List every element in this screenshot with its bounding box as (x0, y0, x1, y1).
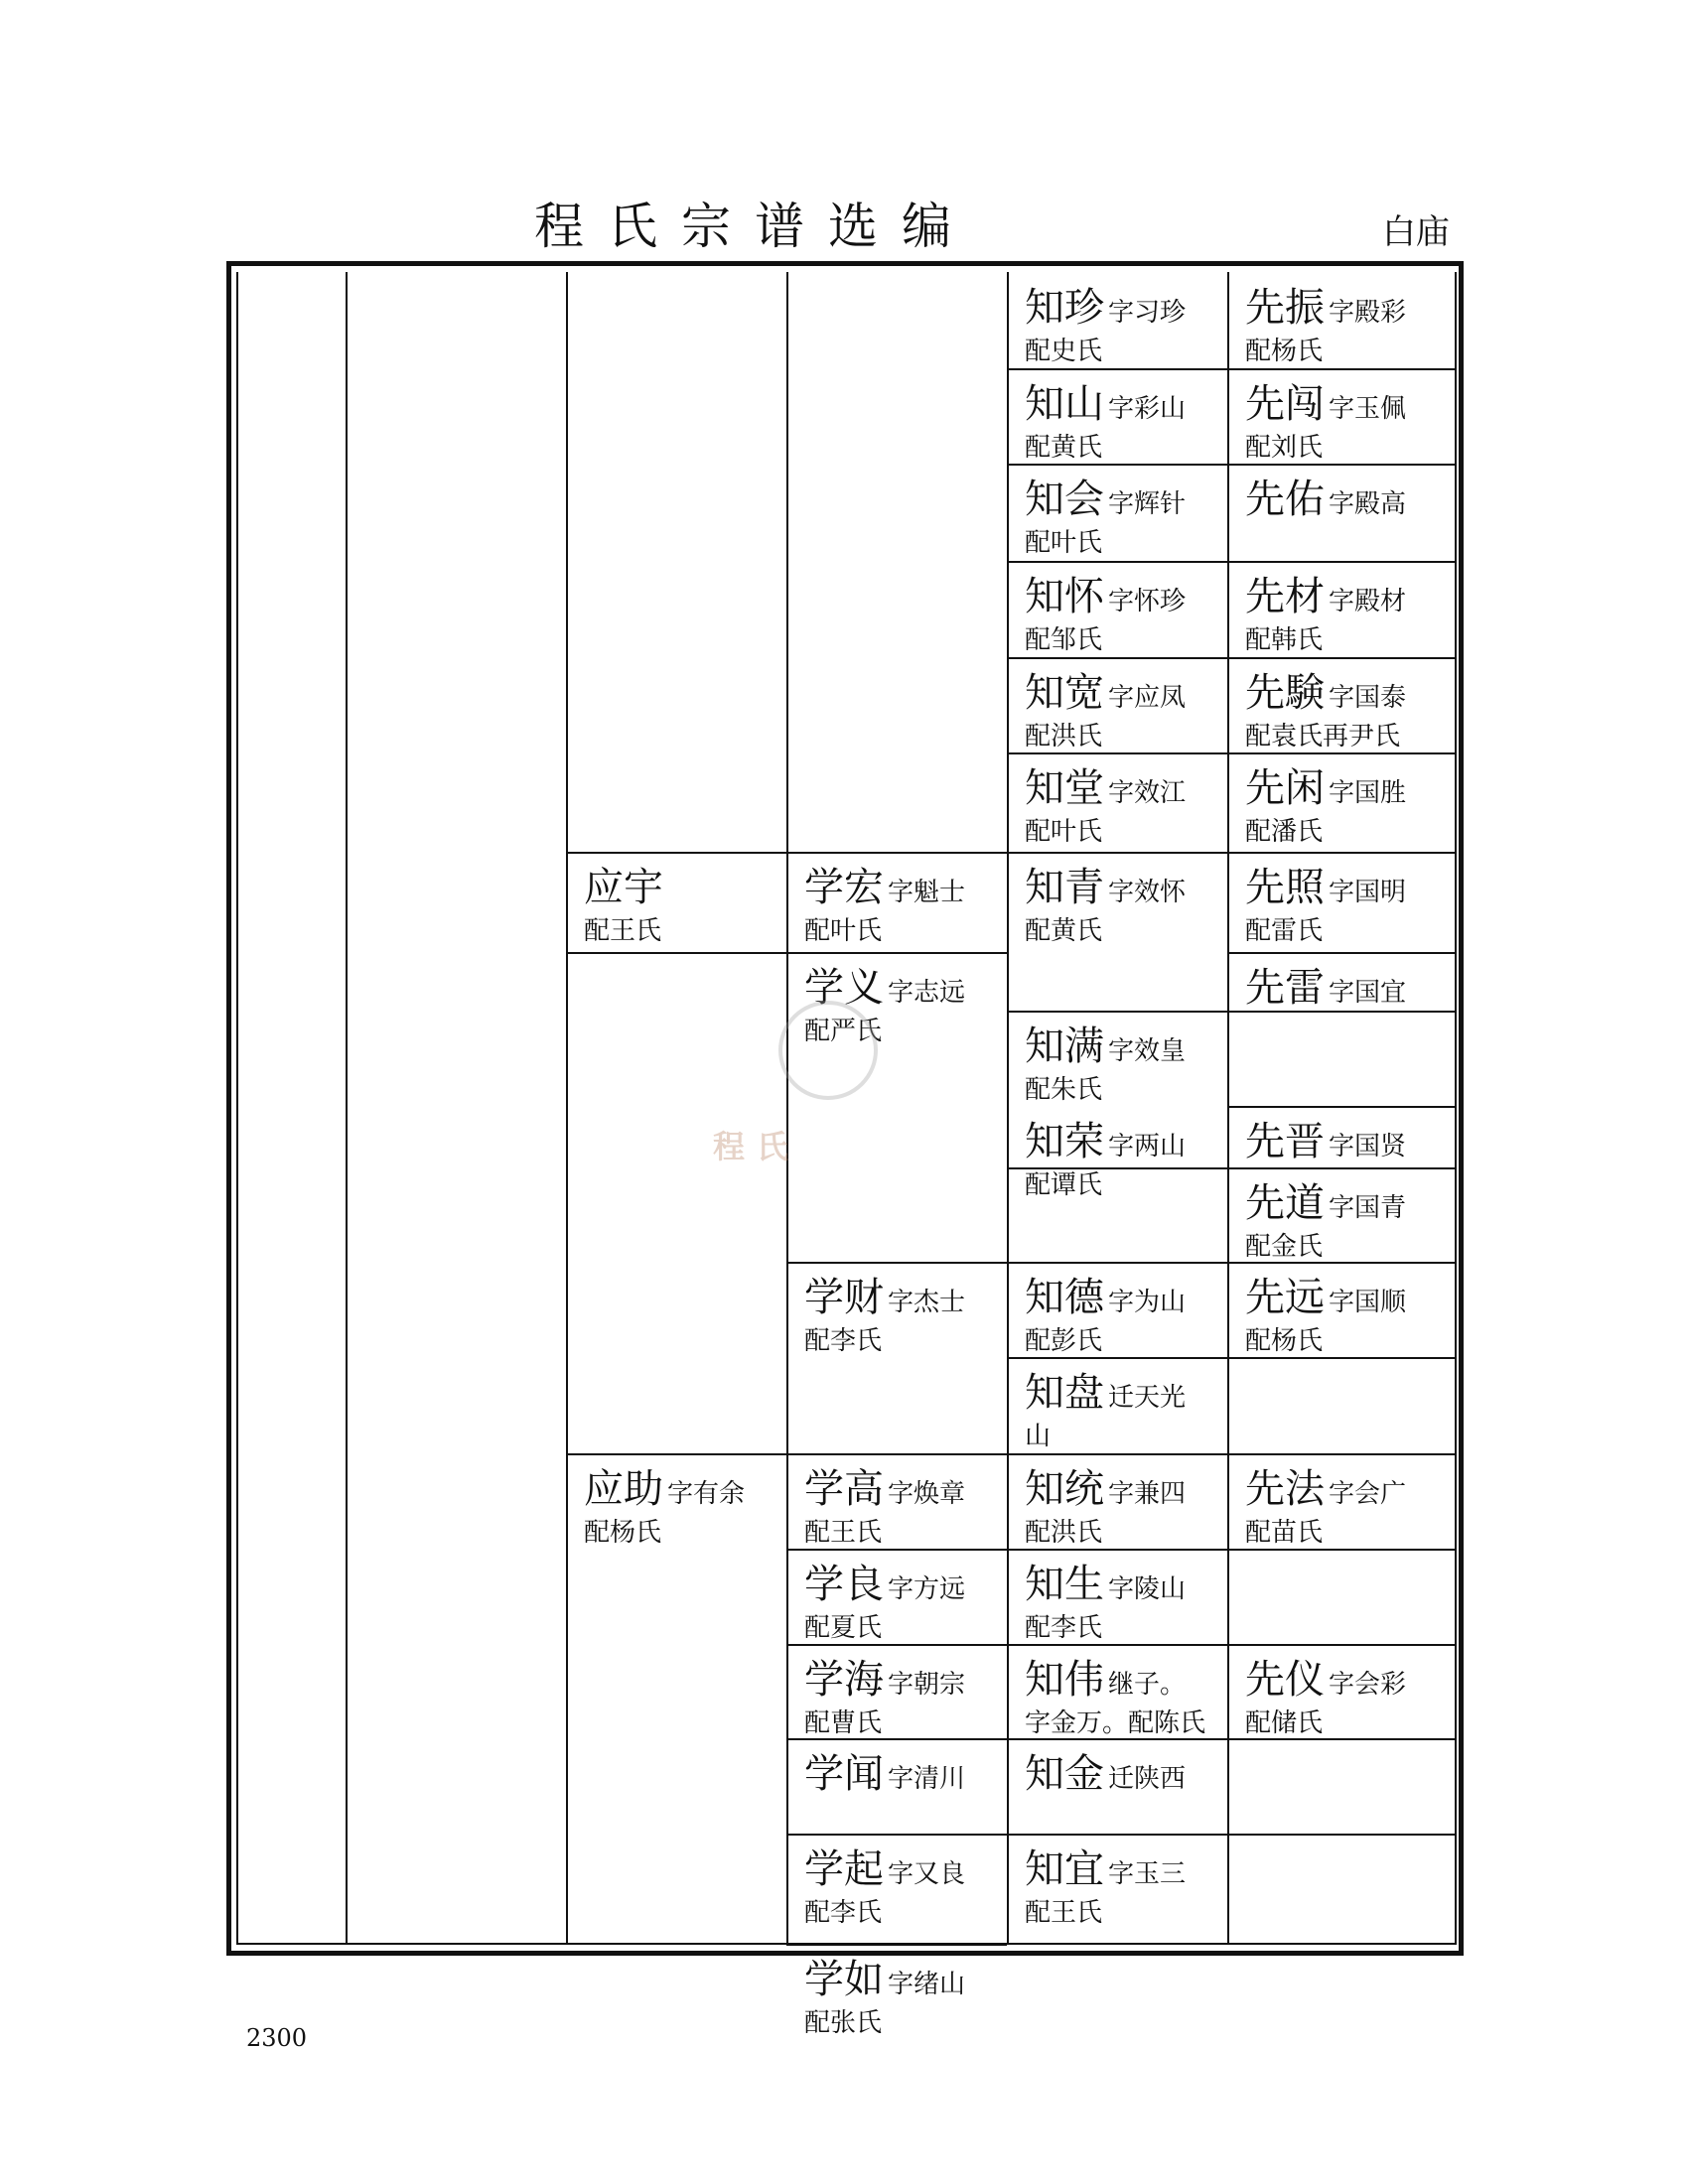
entry-line (1025, 1559, 1227, 1610)
person-name: 知盘 (1025, 1370, 1104, 1416)
gen3-cell (568, 854, 786, 952)
courtesy-name: 字有余 (667, 1479, 746, 1509)
row-divider (1227, 1357, 1455, 1359)
person-name: 先法 (1245, 1466, 1325, 1512)
gen6-cell (1229, 1169, 1455, 1262)
spouse-note: 配金氏 (1245, 1232, 1324, 1262)
spouse-note: 配王氏 (804, 1518, 883, 1548)
entry-line (1245, 474, 1455, 525)
gen6-cell (1229, 1455, 1455, 1549)
page-number: 2300 (246, 2024, 308, 2052)
gen5-cell (1009, 1551, 1227, 1644)
entry-line (1245, 1272, 1455, 1323)
gen4-cell (788, 854, 1007, 952)
courtesy-name: 字应凤 (1108, 683, 1187, 713)
gen5-cell (1009, 563, 1227, 657)
gen6-cell (1229, 854, 1455, 952)
gen5-cell (1009, 1836, 1227, 1944)
person-name: 先闯 (1245, 381, 1325, 427)
col-divider-1 (346, 272, 348, 1944)
entry-line (804, 1954, 1007, 2005)
person-name: 知荣 (1025, 1119, 1104, 1164)
entry-line (1245, 1463, 1455, 1515)
courtesy-name: 字国贤 (1329, 1132, 1407, 1161)
courtesy-name: 字兼四 (1108, 1479, 1187, 1509)
gen5-cell (1009, 466, 1227, 561)
courtesy-name: 字习珍 (1108, 298, 1187, 328)
gen5-cell (1009, 1108, 1227, 1262)
watermark-text: 程氏 (713, 1128, 801, 1165)
entry-line (1245, 378, 1455, 430)
person-name: 学宏 (804, 865, 884, 910)
person-name: 知伟 (1025, 1657, 1104, 1703)
person-name: 学财 (804, 1275, 884, 1320)
entry-line (804, 1843, 1007, 1895)
courtesy-name: 字魁士 (888, 878, 966, 907)
spouse-note: 配叶氏 (1025, 817, 1103, 847)
spouse-note: 配黄氏 (1025, 433, 1103, 463)
courtesy-name: 迁陕西 (1108, 1764, 1187, 1794)
entry-line (804, 1748, 1007, 1800)
person-name: 知满 (1025, 1024, 1104, 1069)
gen4-cell (788, 1946, 1007, 2041)
gen4-cell (788, 1264, 1007, 1453)
gen4-cell (788, 1455, 1007, 1549)
row-divider (1227, 1549, 1455, 1551)
spouse-note: 配史氏 (1025, 337, 1103, 366)
person-name: 知宽 (1025, 670, 1104, 716)
entry-line (1245, 282, 1455, 334)
entry-line (1025, 1116, 1227, 1167)
courtesy-name: 字效江 (1108, 778, 1187, 808)
gen6-cell (1229, 466, 1455, 561)
spouse-note: 配洪氏 (1025, 722, 1103, 751)
person-name: 知统 (1025, 1466, 1104, 1512)
entry-line (1025, 1843, 1227, 1895)
spouse-note: 配苗氏 (1245, 1518, 1324, 1548)
spouse-note: 配雷氏 (1245, 916, 1324, 946)
person-name: 先道 (1245, 1180, 1325, 1226)
person-name: 先雷 (1245, 965, 1325, 1011)
person-name: 知青 (1025, 865, 1104, 910)
person-name: 学义 (804, 965, 884, 1011)
person-name: 知德 (1025, 1275, 1104, 1320)
entry-line (1025, 667, 1227, 719)
spouse-note: 配叶氏 (804, 916, 883, 946)
entry-line (584, 1463, 786, 1515)
gen6-cell (1229, 1646, 1455, 1738)
spouse-note: 配李氏 (804, 1326, 883, 1356)
spouse-note: 配李氏 (1025, 1613, 1103, 1643)
courtesy-name: 字国顺 (1329, 1288, 1407, 1317)
courtesy-name: 字陵山 (1108, 1574, 1187, 1604)
person-name: 知堂 (1025, 765, 1104, 811)
person-name: 先仪 (1245, 1657, 1325, 1703)
page-title: 程氏宗谱选编 (534, 198, 975, 255)
courtesy-name: 字杰士 (888, 1288, 966, 1317)
entry-line (804, 1654, 1007, 1706)
courtesy-name: 字志远 (888, 978, 966, 1008)
person-name: 先振 (1245, 285, 1325, 331)
row-divider (1227, 1011, 1455, 1013)
gen5-cell (1009, 1740, 1227, 1834)
entry-line (1025, 1367, 1227, 1419)
spouse-note: 配韩氏 (1245, 625, 1324, 655)
gen5-cell (1009, 370, 1227, 464)
courtesy-name: 字会彩 (1329, 1670, 1407, 1700)
entry-line (804, 862, 1007, 913)
entry-line (1025, 1272, 1227, 1323)
spouse-note: 配邹氏 (1025, 625, 1103, 655)
entry-line (1025, 1654, 1227, 1706)
gen6-cell (1229, 1108, 1455, 1167)
courtesy-name: 迁天光 (1108, 1383, 1187, 1413)
courtesy-name: 字辉针 (1108, 489, 1187, 519)
courtesy-name: 字殿材 (1329, 587, 1407, 616)
person-name: 学闻 (804, 1751, 884, 1797)
courtesy-name: 字又良 (888, 1859, 966, 1889)
courtesy-name: 字彩山 (1108, 394, 1187, 424)
spouse-note: 配杨氏 (584, 1518, 662, 1548)
gen4-cell (788, 1551, 1007, 1644)
entry-line (1025, 282, 1227, 334)
person-name: 先远 (1245, 1275, 1325, 1320)
courtesy-name: 继子。 (1108, 1670, 1187, 1700)
gen4-cell (788, 1740, 1007, 1834)
gen5-cell (1009, 274, 1227, 368)
gen4-cell (788, 1646, 1007, 1738)
person-name: 知珍 (1025, 285, 1104, 331)
person-name: 先材 (1245, 574, 1325, 619)
courtesy-name: 字国青 (1329, 1193, 1407, 1223)
spouse-note: 配洪氏 (1025, 1518, 1103, 1548)
frame-inner-line-right (1455, 272, 1457, 1944)
courtesy-name: 字清川 (888, 1764, 966, 1794)
entry-line (1025, 862, 1227, 913)
person-name: 应助 (584, 1466, 663, 1512)
entry-line (584, 862, 786, 913)
gen6-cell (1229, 754, 1455, 852)
gen5-cell (1009, 1455, 1227, 1549)
courtesy-name: 字朝宗 (888, 1670, 966, 1700)
gen6-cell (1229, 1264, 1455, 1357)
courtesy-name: 字殿高 (1329, 489, 1407, 519)
spouse-note: 配朱氏 (1025, 1075, 1103, 1105)
row-divider (1227, 1834, 1455, 1836)
courtesy-name: 字绪山 (888, 1970, 966, 1999)
courtesy-name: 字国明 (1329, 878, 1407, 907)
person-name: 学如 (804, 1957, 884, 2002)
person-name: 先晋 (1245, 1119, 1325, 1164)
gen5-cell (1009, 854, 1227, 1011)
courtesy-name: 字效皇 (1108, 1036, 1187, 1066)
spouse-note: 配潘氏 (1245, 817, 1324, 847)
spouse-note: 配黄氏 (1025, 916, 1103, 946)
person-name: 知金 (1025, 1751, 1104, 1797)
entry-line (1245, 1177, 1455, 1229)
courtesy-name: 字殿彩 (1329, 298, 1407, 328)
person-name: 学海 (804, 1657, 884, 1703)
courtesy-name: 字国泰 (1329, 683, 1407, 713)
entry-line (1025, 1463, 1227, 1515)
spouse-note: 配王氏 (1025, 1898, 1103, 1928)
courtesy-name: 字为山 (1108, 1288, 1187, 1317)
person-name: 先闲 (1245, 765, 1325, 811)
courtesy-name: 字玉三 (1108, 1859, 1187, 1889)
gen6-cell (1229, 370, 1455, 464)
gen5-cell (1009, 659, 1227, 752)
spouse-note: 配杨氏 (1245, 1326, 1324, 1356)
entry-line (1025, 762, 1227, 814)
entry-line (804, 1559, 1007, 1610)
spouse-note: 配张氏 (804, 2008, 883, 2038)
gen4-cell (788, 1836, 1007, 1944)
person-name: 应宇 (584, 865, 663, 910)
entry-line (1245, 862, 1455, 913)
entry-line (1025, 1748, 1227, 1800)
spouse-note: 配严氏 (804, 1017, 883, 1046)
person-name: 学良 (804, 1562, 884, 1607)
gen5-cell (1009, 1359, 1227, 1453)
entry-line (1245, 1116, 1455, 1167)
gen5-cell (1009, 1264, 1227, 1357)
gen5-cell (1009, 754, 1227, 852)
entry-line (1245, 571, 1455, 622)
person-name: 先佑 (1245, 477, 1325, 522)
entry-line (804, 1463, 1007, 1515)
spouse-note: 配谭氏 (1025, 1170, 1103, 1200)
frame-inner-line-left (236, 272, 238, 1944)
spouse-note: 配袁氏再尹氏 (1245, 722, 1401, 751)
gen5-cell (1009, 1013, 1227, 1106)
entry-line (804, 1272, 1007, 1323)
courtesy-name: 字效怀 (1108, 878, 1187, 907)
spouse-note: 配杨氏 (1245, 337, 1324, 366)
entry-line (1025, 571, 1227, 622)
entry-line (1245, 762, 1455, 814)
entry-line (1025, 1021, 1227, 1072)
spouse-note: 配王氏 (584, 916, 662, 946)
courtesy-name: 字国宜 (1329, 978, 1407, 1008)
gen6-cell (1229, 563, 1455, 657)
seal-watermark (778, 1001, 878, 1100)
entry-line (1025, 474, 1227, 525)
spouse-note: 配叶氏 (1025, 528, 1103, 558)
courtesy-name: 字焕章 (888, 1479, 966, 1509)
spouse-note: 字金万。配陈氏 (1025, 1708, 1206, 1738)
courtesy-name: 字方远 (888, 1574, 966, 1604)
person-name: 知生 (1025, 1562, 1104, 1607)
gen5-cell (1009, 1646, 1227, 1738)
person-name: 先照 (1245, 865, 1325, 910)
place-name: 白庙 (1382, 212, 1450, 252)
courtesy-name: 字玉佩 (1329, 394, 1407, 424)
courtesy-name: 字两山 (1108, 1132, 1187, 1161)
entry-line (1025, 378, 1227, 430)
gen6-cell (1229, 954, 1455, 1011)
entry-line (1245, 962, 1455, 1011)
spouse-note: 配曹氏 (804, 1708, 883, 1738)
row-divider (566, 952, 786, 954)
spouse-note: 配李氏 (804, 1898, 883, 1928)
gen6-cell (1229, 274, 1455, 368)
gen6-cell (1229, 659, 1455, 752)
spouse-note: 山 (1025, 1422, 1052, 1451)
spouse-note: 配储氏 (1245, 1708, 1324, 1738)
person-name: 知会 (1025, 477, 1104, 522)
courtesy-name: 字怀珍 (1108, 587, 1187, 616)
spouse-note: 配刘氏 (1245, 433, 1324, 463)
entry-line (1245, 1654, 1455, 1706)
person-name: 知宜 (1025, 1846, 1104, 1892)
gen3-cell (568, 1455, 786, 1944)
person-name: 知山 (1025, 381, 1104, 427)
spouse-note: 配夏氏 (804, 1613, 883, 1643)
courtesy-name: 字国胜 (1329, 778, 1407, 808)
entry-line (1245, 667, 1455, 719)
person-name: 先験 (1245, 670, 1325, 716)
person-name: 学高 (804, 1466, 884, 1512)
row-divider (1227, 1738, 1455, 1740)
person-name: 知怀 (1025, 574, 1104, 619)
person-name: 学起 (804, 1846, 884, 1892)
courtesy-name: 字会广 (1329, 1479, 1407, 1509)
spouse-note: 配彭氏 (1025, 1326, 1103, 1356)
